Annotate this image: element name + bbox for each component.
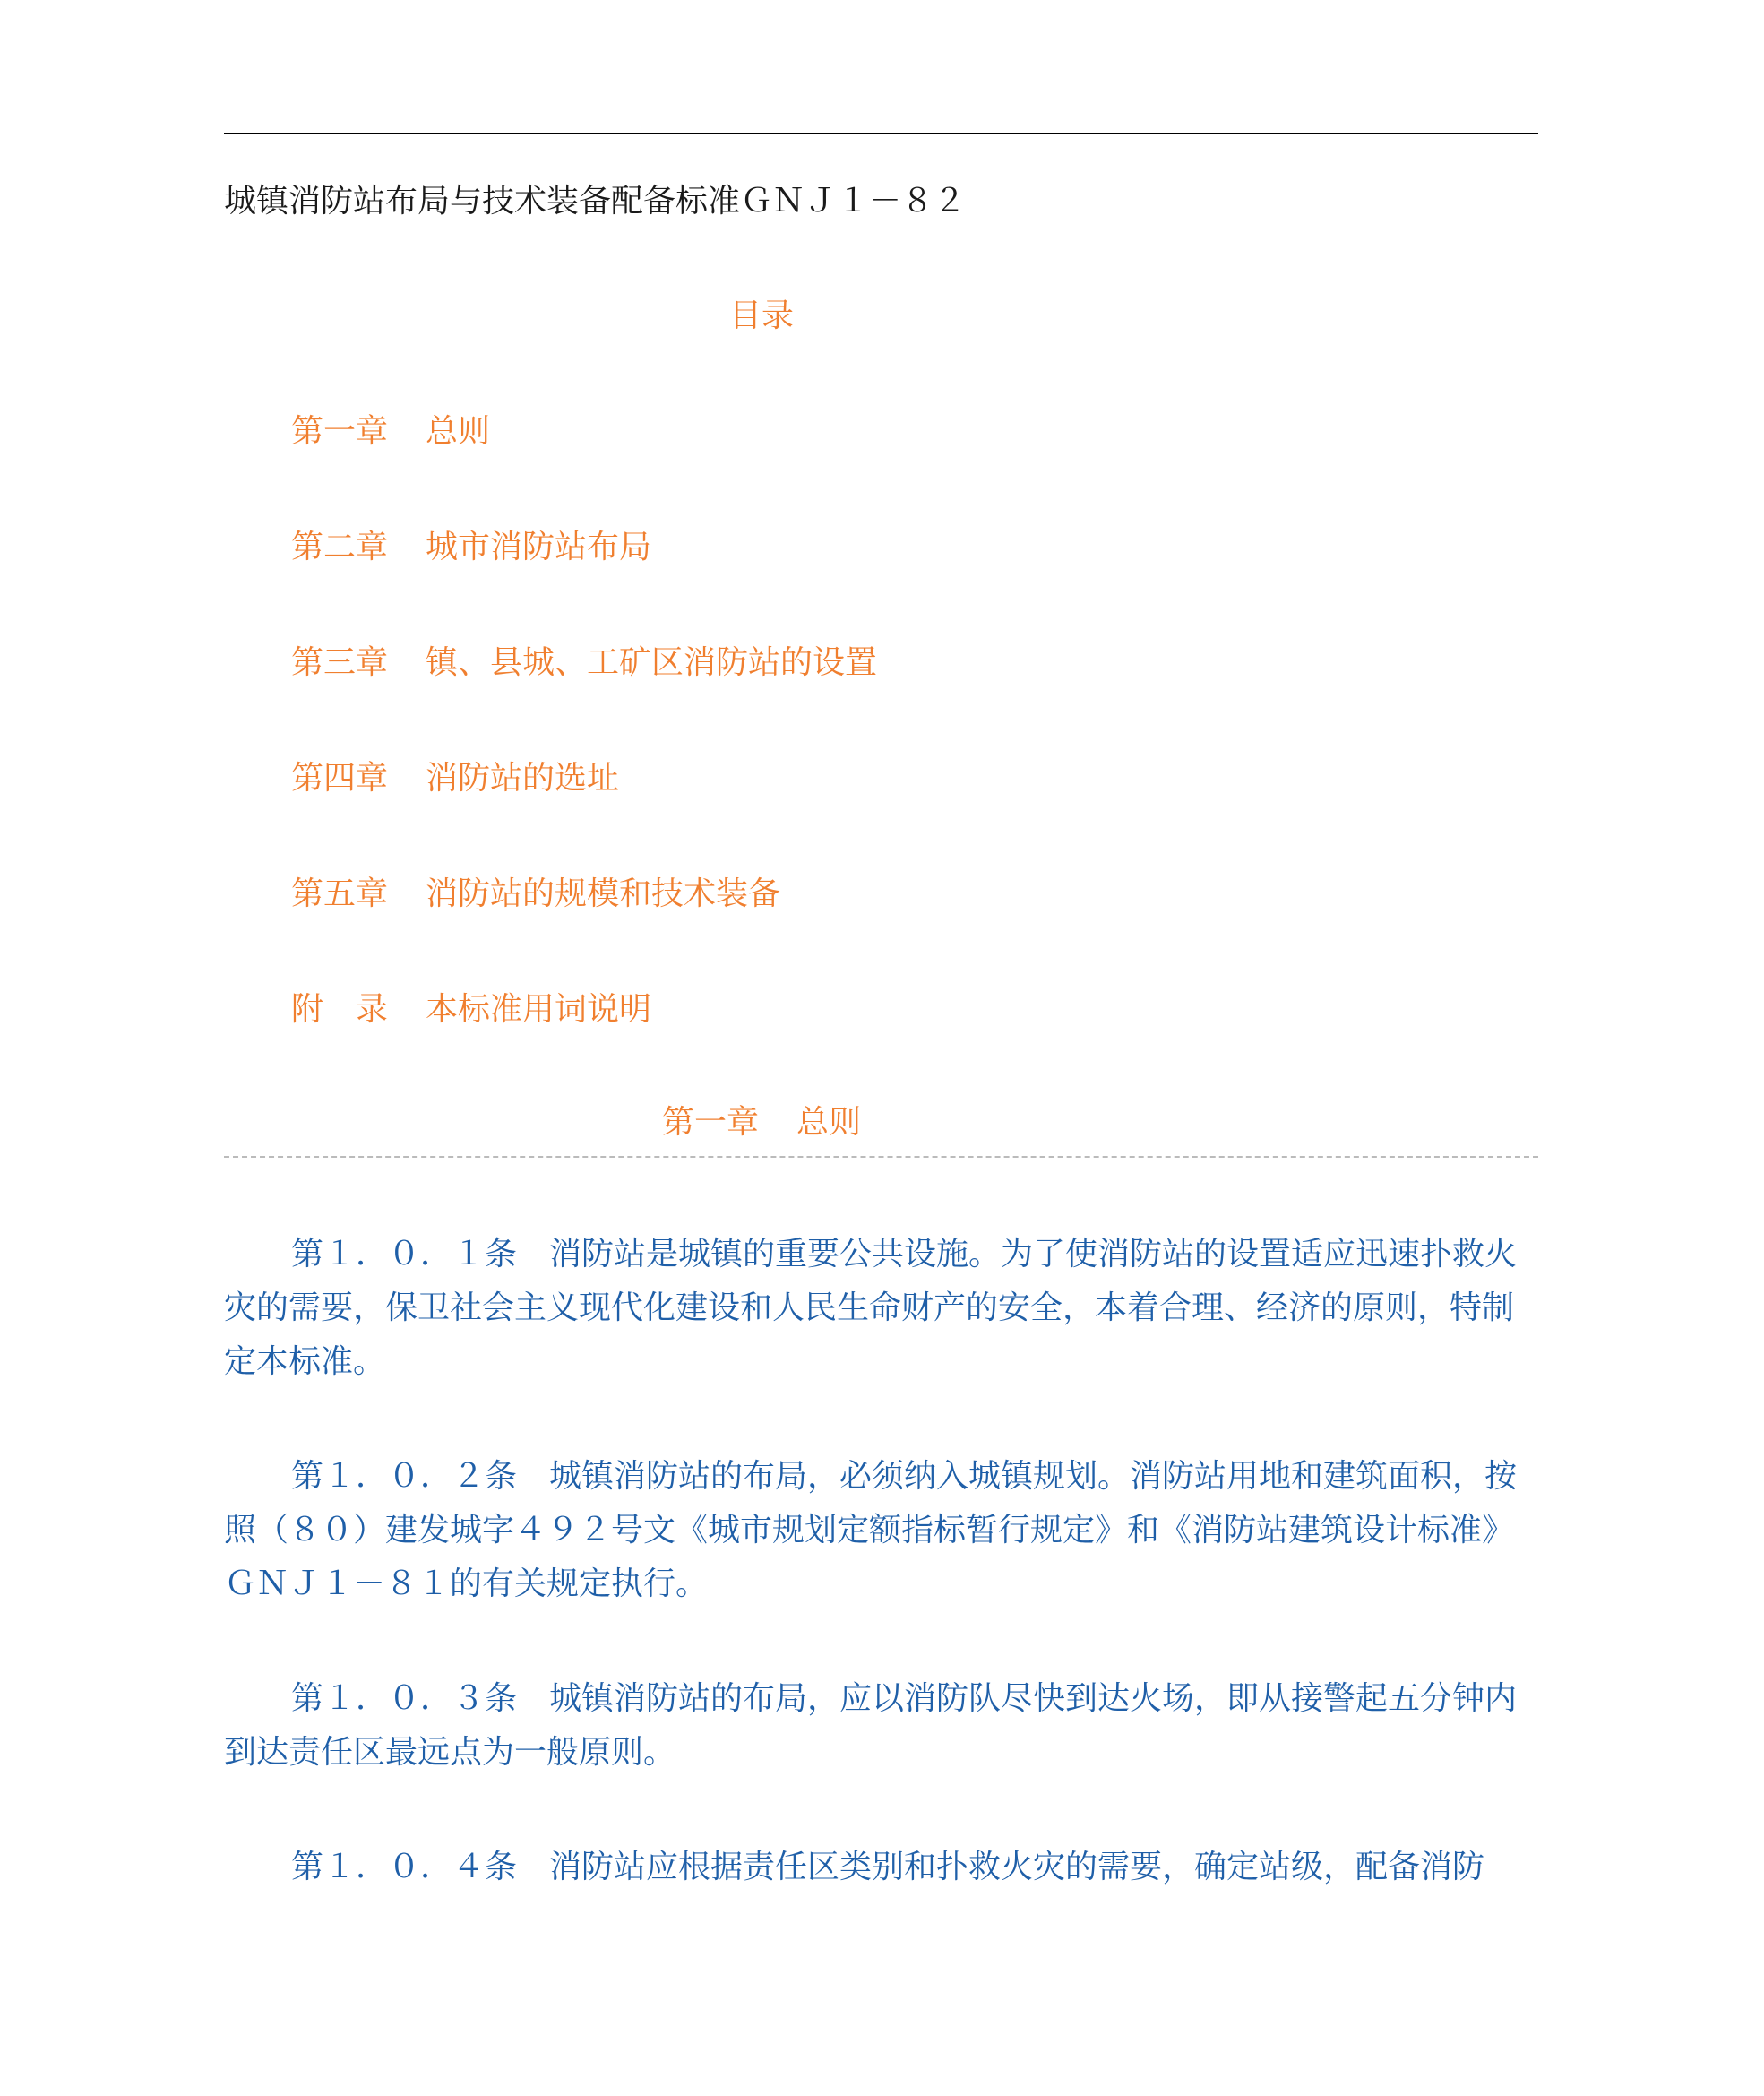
chapter-title: 总则 — [796, 1104, 861, 1141]
chapter-heading — [0, 1099, 1523, 1147]
toc-item-number: 第四章 — [291, 760, 389, 797]
toc-item-title: 镇、县城、工矿区消防站的设置 — [426, 644, 878, 681]
toc-heading: 目录 — [728, 298, 794, 334]
article-paragraph: 第１．０．１条 消防站是城镇的重要公共设施。为了使消防站的设置适应迅速扑救火灾的需要，保卫社会主义现代化建设和人民生命财产的安全，本着合理、经济的原则，特制定本标准。 — [224, 1236, 1518, 1380]
section-divider — [224, 1156, 1538, 1158]
toc-item-number: 第五章 — [291, 875, 389, 912]
document-title: 城镇消防站布局与技术装备配备标准ＧＮＪ１－８２ — [224, 183, 967, 220]
toc-item-title: 城市消防站布局 — [426, 529, 652, 565]
toc-item[interactable] — [291, 639, 877, 687]
article-paragraph: 第１．０．２条 城镇消防站的布局，必须纳入城镇规划。消防站用地和建筑面积，按照（８０）建发城字４９２号文《城市规划定额指标暂行规定》和《消防站建筑设计标准》ＧＮＪ１－８１的有关规定执行。 — [224, 1458, 1518, 1602]
toc-item[interactable] — [291, 523, 651, 572]
toc-item-title: 总则 — [426, 413, 491, 450]
toc-item[interactable] — [291, 986, 651, 1034]
toc-item[interactable] — [291, 870, 780, 919]
toc-item[interactable] — [291, 408, 490, 456]
toc-item-number: 第三章 — [291, 644, 389, 681]
chapter-number: 第一章 — [661, 1104, 759, 1141]
toc-item-number: 附 录 — [291, 991, 389, 1028]
toc-item-title: 消防站的规模和技术装备 — [426, 875, 781, 912]
article-paragraph: 第１．０．３条 城镇消防站的布局，应以消防队尽快到达火场，即从接警起五分钟内到达责任区最远点为一般原则。 — [224, 1680, 1518, 1771]
toc-item[interactable] — [291, 755, 619, 803]
toc-item-number: 第一章 — [291, 413, 389, 450]
toc-item-title: 本标准用词说明 — [426, 991, 652, 1028]
toc-item-number: 第二章 — [291, 529, 389, 565]
header-rule — [224, 133, 1538, 134]
article-paragraph: 第１．０．４条 消防站应根据责任区类别和扑救火灾的需要，确定站级，配备消防 — [291, 1849, 1485, 1885]
toc-item-title: 消防站的选址 — [426, 760, 620, 797]
